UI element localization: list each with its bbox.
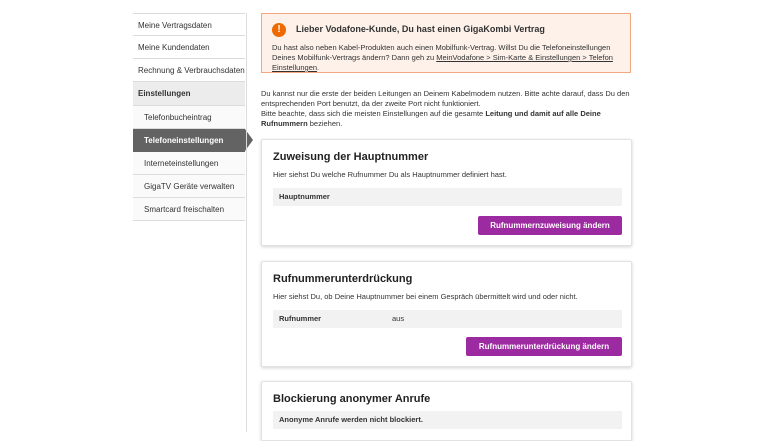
hauptnummer-card (261, 139, 632, 246)
sidebar-divider (246, 13, 247, 432)
alert-body-text: Du hast also neben Kabel-Produkten auch einen Mobilfunk-Vertrag. Willst Du die Telefoneinstellungen Deines Mobilfunk-Vertrags ändern? Dann geh zu (272, 43, 611, 62)
intro-line-2-end: beziehen. (307, 119, 343, 128)
alert-title: Lieber Vodafone-Kunde, Du hast einen GigaKombi Vertrag (296, 24, 545, 34)
sidebar-item-kundendaten[interactable]: Meine Kundendaten (133, 36, 245, 59)
alert-body (272, 43, 624, 73)
rufnummerunterdrueckung-button[interactable]: Rufnummerunterdrückung ändern (466, 337, 622, 356)
sidebar-item-smartcard[interactable]: Smartcard freischalten (133, 198, 245, 221)
rufnummer-row (273, 310, 622, 328)
sidebar-nav (133, 13, 245, 221)
intro-line-2-start: Bitte beachte, dass sich die meisten Einstellungen auf die gesamte (261, 109, 486, 118)
hauptnummer-desc: Hier siehst Du welche Rufnummer Du als Hauptnummer definiert hast. (273, 170, 507, 179)
intro-line-2 (261, 109, 639, 129)
sidebar-item-telefonbucheintrag[interactable]: Telefonbucheintrag (133, 106, 245, 129)
intro-text (261, 89, 639, 129)
sidebar-item-rechnung[interactable]: Rechnung & Verbrauchsdaten (133, 59, 245, 82)
blockierung-row (273, 411, 622, 429)
unterdrueckung-card (261, 261, 632, 367)
hauptnummer-title: Zuweisung der Hauptnummer (273, 151, 429, 163)
gigakombi-alert (261, 13, 631, 73)
rufnummer-value: aus (392, 314, 405, 323)
alert-body-end: . (317, 63, 320, 72)
unterdrueckung-title: Rufnummerunterdrückung (273, 273, 413, 285)
rufnummernzuweisung-button[interactable]: Rufnummernzuweisung ändern (478, 216, 622, 235)
hauptnummer-row (273, 188, 622, 206)
rufnummer-label: Rufnummer (279, 314, 322, 323)
sidebar-item-gigatv[interactable]: GigaTV Geräte verwalten (133, 175, 245, 198)
hauptnummer-label: Hauptnummer (279, 192, 330, 201)
sidebar-item-telefoneinstellungen[interactable]: Telefoneinstellungen (133, 129, 245, 152)
sidebar-section-einstellungen[interactable]: Einstellungen (133, 82, 245, 106)
warning-icon: ! (272, 23, 286, 37)
meinvodafone-link[interactable]: MeinVodafone > Sim-Karte & Einstellungen > Telefon Einstellungen (272, 53, 613, 72)
sidebar-item-vertragsdaten[interactable]: Meine Vertragsdaten (133, 13, 245, 36)
intro-line-1: Du kannst nur die erste der beiden Leitungen an Deinem Kabelmodem nutzen. Bitte achte darauf, dass Du den entsprechenden Port benutzt, da der zweite Port nicht funktioniert. (261, 89, 630, 108)
unterdrueckung-desc: Hier siehst Du, ob Deine Hauptnummer bei einem Gespräch übermittelt wird und oder nicht. (273, 292, 578, 301)
blockierung-label: Anonyme Anrufe werden nicht blockiert. (279, 415, 423, 424)
intro-line-2-bold: Leitung und damit auf alle Deine Rufnummern (261, 109, 601, 128)
blockierung-card (261, 381, 632, 441)
blockierung-title: Blockierung anonymer Anrufe (273, 393, 431, 405)
sidebar-item-interneteinstellungen[interactable]: Interneteinstellungen (133, 152, 245, 175)
